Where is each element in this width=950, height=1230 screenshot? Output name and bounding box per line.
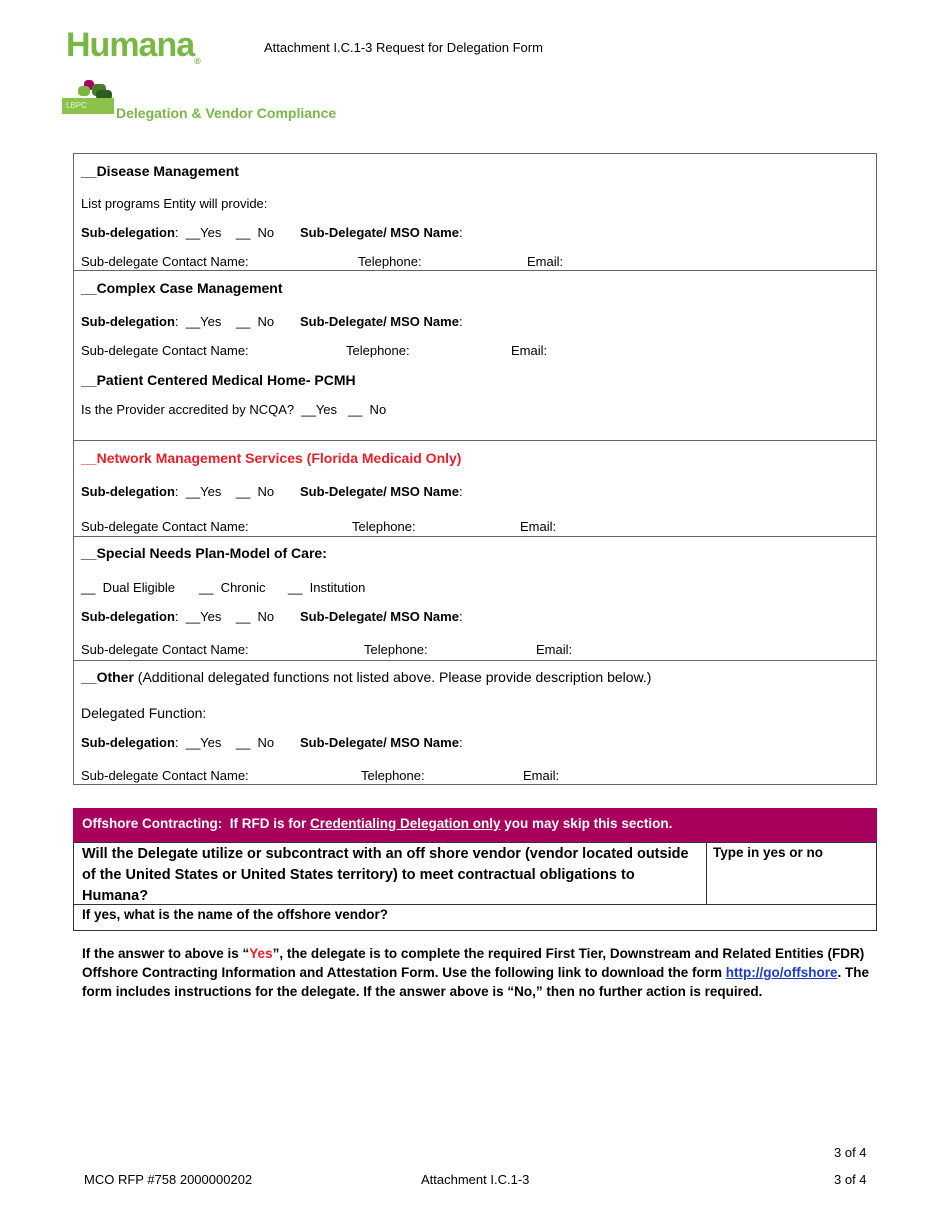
email-label: Email: xyxy=(520,519,557,534)
offshore-header: Offshore Contracting: If RFD is for Credentialing Delegation only you may skip this section. xyxy=(73,808,877,842)
sub-delegation-row: Sub-delegation: __Yes __ No xyxy=(81,314,275,329)
mso-name-label: Sub-Delegate/ MSO Name: xyxy=(300,484,463,499)
complex-case-title: __Complex Case Management xyxy=(81,280,283,296)
page-header-title: Attachment I.C.1-3 Request for Delegation Form xyxy=(264,40,543,55)
yes-no-field[interactable]: Type in yes or no xyxy=(713,845,824,860)
humana-logo: Humana® xyxy=(66,26,200,66)
department-title: Delegation & Vendor Compliance xyxy=(116,105,337,121)
table-divider xyxy=(73,904,877,905)
mso-name-label: Sub-Delegate/ MSO Name: xyxy=(300,735,463,750)
sub-delegation-row: Sub-delegation: __Yes __ No xyxy=(81,225,275,240)
dual-eligible-option: __ Dual Eligible xyxy=(81,580,175,595)
other-title: __Other (Additional delegated functions not listed above. Please provide description below.) xyxy=(81,669,652,685)
telephone-label: Telephone: xyxy=(346,343,410,358)
contact-name-label: Sub-delegate Contact Name: xyxy=(81,254,249,269)
ncqa-question: Is the Provider accredited by NCQA? __Yes __ No xyxy=(81,402,387,417)
page-number-bottom: 3 of 4 xyxy=(834,1172,867,1187)
offshore-vendor-field[interactable]: If yes, what is the name of the offshore vendor? xyxy=(82,907,389,922)
delegation-form-box xyxy=(73,153,877,785)
mso-name-label: Sub-Delegate/ MSO Name: xyxy=(300,314,463,329)
email-label: Email: xyxy=(527,254,564,269)
footer-attachment: Attachment I.C.1-3 xyxy=(421,1172,530,1187)
sub-delegation-row: Sub-delegation: __Yes __ No xyxy=(81,735,275,750)
table-divider xyxy=(706,842,707,905)
network-management-title: __Network Management Services (Florida Medicaid Only) xyxy=(81,450,462,466)
pcmh-title: __Patient Centered Medical Home- PCMH xyxy=(81,372,356,388)
disease-management-title: __Disease Management xyxy=(81,163,239,179)
email-label: Email: xyxy=(536,642,573,657)
contact-name-label: Sub-delegate Contact Name: xyxy=(81,768,249,783)
telephone-label: Telephone: xyxy=(364,642,428,657)
footer-rfp: MCO RFP #758 2000000202 xyxy=(84,1172,253,1187)
sub-delegation-row: Sub-delegation: __Yes __ No xyxy=(81,609,275,624)
programs-label: List programs Entity will provide: xyxy=(81,196,268,211)
mso-name-label: Sub-Delegate/ MSO Name: xyxy=(300,225,463,240)
contact-name-label: Sub-delegate Contact Name: xyxy=(81,642,249,657)
email-label: Email: xyxy=(523,768,560,783)
telephone-label: Telephone: xyxy=(352,519,416,534)
mso-name-label: Sub-Delegate/ MSO Name: xyxy=(300,609,463,624)
divider xyxy=(73,660,877,661)
institution-option: __ Institution xyxy=(288,580,366,595)
offshore-question: Will the Delegate utilize or subcontract with an off shore vendor (vendor located outside of the United States or United States territory) to meet contractual obligations to Humana? xyxy=(82,846,689,904)
telephone-label: Telephone: xyxy=(361,768,425,783)
email-label: Email: xyxy=(511,343,548,358)
page-number-top: 3 of 4 xyxy=(834,1145,867,1160)
lbpc-label: LBPC xyxy=(62,98,114,114)
sub-delegation-row: Sub-delegation: __Yes __ No xyxy=(81,484,275,499)
divider xyxy=(73,270,877,271)
special-needs-title: __Special Needs Plan-Model of Care: xyxy=(81,545,327,561)
contact-name-label: Sub-delegate Contact Name: xyxy=(81,519,249,534)
divider xyxy=(73,536,877,537)
contact-name-label: Sub-delegate Contact Name: xyxy=(81,343,249,358)
divider xyxy=(73,440,877,441)
delegated-function-label: Delegated Function: xyxy=(81,705,207,721)
chronic-option: __ Chronic xyxy=(199,580,266,595)
telephone-label: Telephone: xyxy=(358,254,422,269)
offshore-link[interactable]: http://go/offshore xyxy=(725,965,838,980)
offshore-instructions: If the answer to above is “Yes”, the delegate is to complete the required First Tier, Downstream and Related Entities (FDR) Offshore Contracting Information and Attestation Form. Use the following link to download the form http://go/offshore. The form includes instructions for the delegate. If the answer above is “No,” then no further action is required. xyxy=(82,946,869,999)
